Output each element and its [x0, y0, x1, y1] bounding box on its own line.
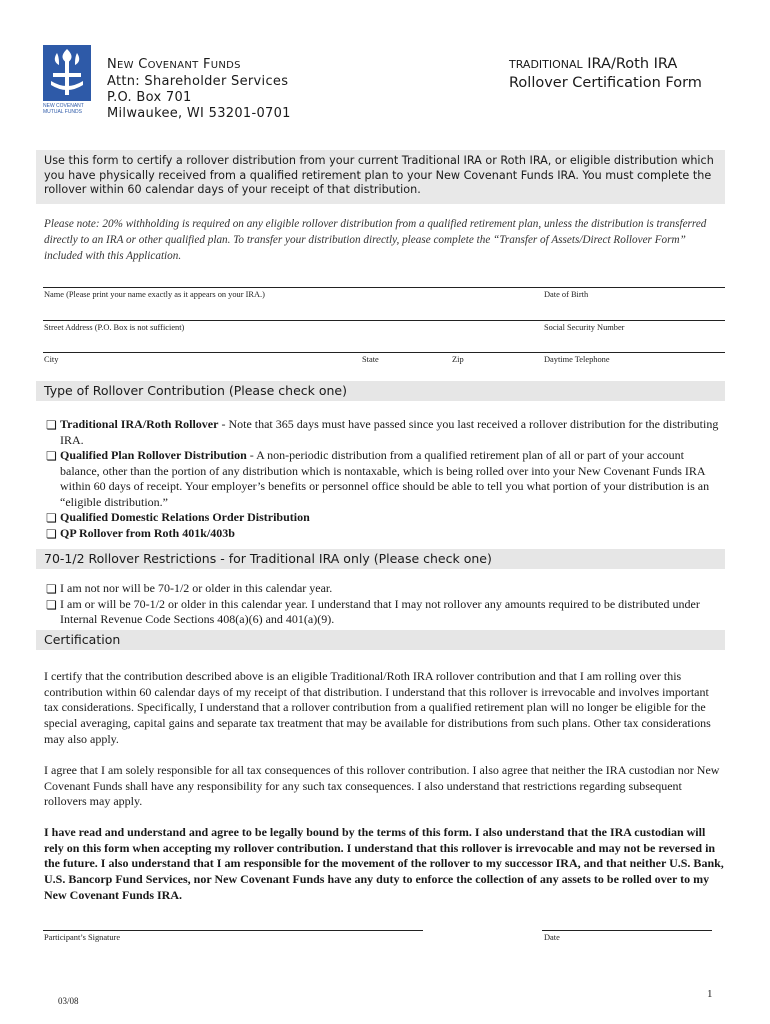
section-rollover-type-header: Type of Rollover Contribution (Please check one) [36, 381, 725, 401]
checkbox-icon[interactable]: ❏ [46, 418, 57, 432]
form-title: TRADITIONAL IRA/Roth IRA Rollover Certification Form [509, 56, 702, 91]
name-line[interactable] [43, 287, 725, 288]
street-label: Street Address (P.O. Box is not sufficient) [44, 323, 185, 332]
signature-date-label: Date [544, 933, 560, 942]
certification-paragraph-3: I have read and understand and agree to be legally bound by the terms of this form. I also understand that the IRA custodian will rely on this form when accepting my rollover contribution. I understand that this rollover is irrevocable and may not be reversed in the future. I also understand that I am responsible for the movement of the rollover to my successor IRA, and that neither U.S. Bank, U.S. Bancorp Fund Services, nor New Covenant Funds have any duty to enforce the collection of any assets to be rolled over to my New Covenant Funds IRA. [44, 825, 724, 902]
logo-caption: NEW COVENANT MUTUAL FUNDS [43, 103, 84, 115]
zip-label: Zip [452, 355, 464, 364]
option-qp-roth[interactable]: ❏ QP Rollover from Roth 401k/403b [46, 525, 235, 541]
rollover-type-options [46, 417, 726, 541]
signature-label: Participant’s Signature [44, 933, 121, 942]
footer-date-code: 03/08 [58, 996, 79, 1006]
option-qdro[interactable]: ❏ Qualified Domestic Relations Order Distribution [46, 510, 310, 525]
checkbox-icon[interactable]: ❏ [46, 526, 57, 541]
certification-paragraph-2: I agree that I am solely responsible for all tax consequences of this rollover contribution. I also agree that neither the IRA custodian nor New Covenant Funds shall have any responsibility for any such tax consequences. I also understand that restrictions regarding subsequent rollovers may apply. [44, 763, 720, 809]
section-certification-header: Certification [36, 630, 725, 650]
name-label: Name (Please print your name exactly as it appears on your IRA.) [44, 290, 265, 299]
option-qualified-plan[interactable]: ❏ Qualified Plan Rollover Distribution - A non-periodic distribution from a qualified retirement plan of all or part of your account balance, other than the portion of any distribution which is nontaxable, which is being rolled over into your New Covenant Funds IRA within 60 days of receipt. Your employer’s benefits or personnel office should be able to tell you what portion of your distribution is an “eligible distribution.” [46, 448, 710, 509]
phone-label: Daytime Telephone [544, 355, 610, 364]
new-covenant-logo [43, 45, 91, 121]
street-line[interactable] [43, 320, 725, 321]
state-label: State [362, 355, 379, 364]
checkbox-icon[interactable]: ❏ [46, 511, 57, 525]
option-traditional-roth[interactable]: ❏ Traditional IRA/Roth Rollover - Note that 365 days must have passed since you last received a rollover distribution for the distributing IRA. [46, 417, 719, 447]
option-is-70[interactable]: ❏ I am or will be 70-1/2 or older in this calendar year. I understand that I may not rollover any amounts required to be distributed under Internal Revenue Code Sections 408(a)(6) and 401(a)(9). [46, 596, 700, 626]
ssn-label: Social Security Number [544, 323, 625, 332]
checkbox-icon[interactable]: ❏ [46, 449, 57, 463]
po-box-line: P.O. Box 701 [107, 90, 192, 105]
option-not-70[interactable]: ❏ I am not nor will be 70-1/2 or older in this calendar year. [46, 581, 333, 596]
withholding-note: Please note: 20% withholding is required on any eligible rollover distribution from a qualified retirement plan, unless the distribution is transferred directly to an IRA or other qualified plan. To transfer your distribution directly, please complete the “Transfer of Assets/Direct Rollover Form” included with this Application. [44, 218, 707, 262]
signature-line[interactable] [43, 930, 423, 931]
dob-label: Date of Birth [544, 290, 589, 299]
company-name: NEW COVENANT FUNDS [107, 57, 241, 72]
city-field-line[interactable] [43, 352, 725, 353]
signature-date-line[interactable] [542, 930, 712, 931]
checkbox-icon[interactable]: ❏ [46, 597, 57, 612]
attn-line: Attn: Shareholder Services [107, 74, 289, 89]
page-number: 1 [707, 988, 713, 1000]
company-address-block [107, 57, 291, 122]
intro-box: Use this form to certify a rollover distribution from your current Traditional IRA or Roth IRA, or eligible distribution which you have physically received from a qualified retirement plan to your New Covenant Funds IRA. You must complete the rollover within 60 calendar days of your receipt of that distribution. [36, 150, 725, 204]
city-label: City [44, 355, 59, 364]
restriction-options [46, 581, 726, 628]
city-line: Milwaukee, WI 53201-0701 [107, 106, 291, 121]
checkbox-icon[interactable]: ❏ [46, 582, 57, 596]
certification-paragraph-1: I certify that the contribution described above is an eligible Traditional/Roth IRA rollover contribution and that I am rolling over this contribution within 60 calendar days of my receipt of that distribution. I understand that this rollover is irrevocable and involves important tax considerations. Specifically, I understand that a rollover contribution from a qualified retirement plan will no longer be eligible for the special averaging, capital gains and separate tax treatment that may be available for distributions from such plans. Other tax considerations may also apply. [44, 669, 711, 746]
section-restrictions-header: 70-1/2 Rollover Restrictions - for Traditional IRA only (Please check one) [36, 549, 725, 569]
